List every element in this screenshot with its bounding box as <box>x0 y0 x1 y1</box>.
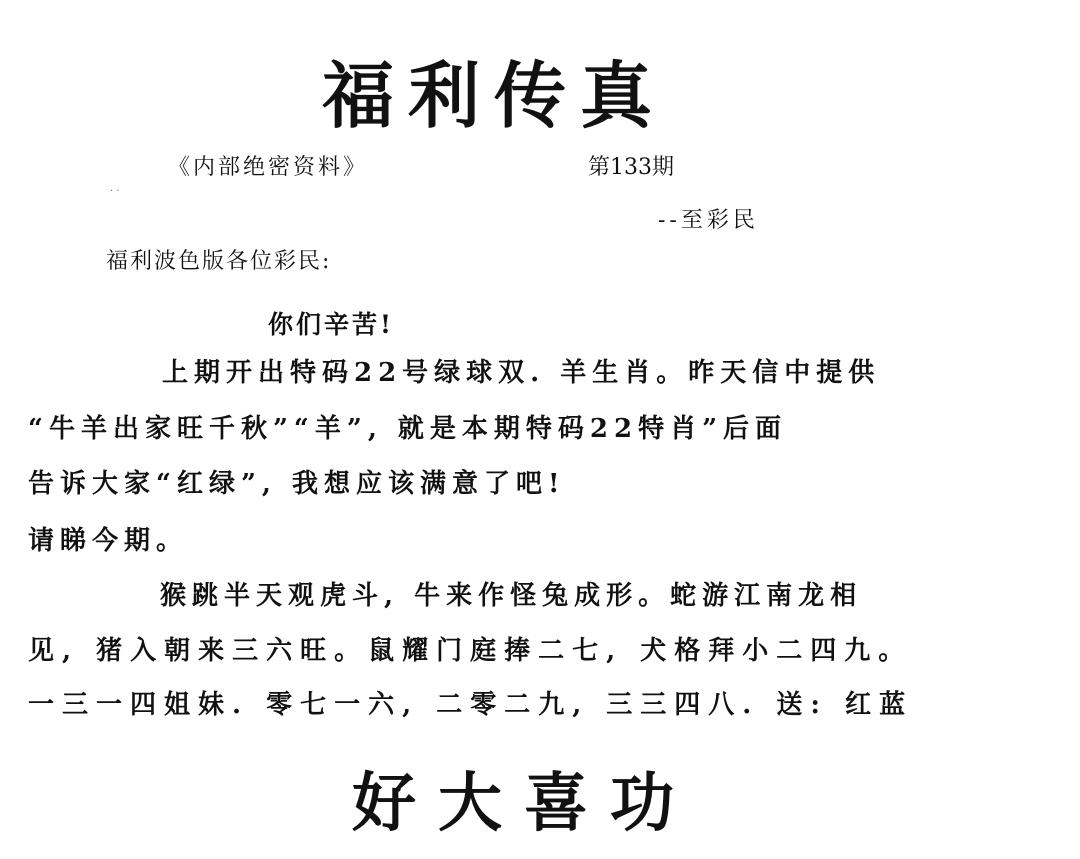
body-line: “牛羊出家旺千秋”“羊”, 就是本期特码22特肖”后面 <box>28 414 788 444</box>
thanks-line: 你们辛苦! <box>268 310 394 339</box>
document-subtitle: 《内部绝密资料》 <box>168 155 369 180</box>
greeting: 福利波色版各位彩民: <box>106 249 332 274</box>
body-line: 告诉大家“红绿”, 我想应该满意了吧! <box>28 469 566 499</box>
body-line: 上期开出特码22号绿球双. 羊生肖。昨天信中提供 <box>162 358 881 388</box>
body-line: 请睇今期。 <box>28 526 189 556</box>
issue-number: 第133期 <box>588 155 674 180</box>
scan-dots: · · <box>110 186 120 197</box>
footer-banner: 好大喜功 <box>352 766 696 841</box>
body-line: 见, 猪入朝来三六旺。鼠耀门庭捧二七, 犬格拜小二四九。 <box>28 636 913 666</box>
body-line: 猴跳半天观虎斗, 牛来作怪兔成形。蛇游江南龙相 <box>160 581 863 611</box>
body-line: 一三一四姐妹. 零七一六, 二零二九, 三三四八. 送: 红蓝 <box>28 690 914 720</box>
signoff: --至彩民 <box>658 208 759 233</box>
page-title: 福利传真 <box>322 53 667 138</box>
